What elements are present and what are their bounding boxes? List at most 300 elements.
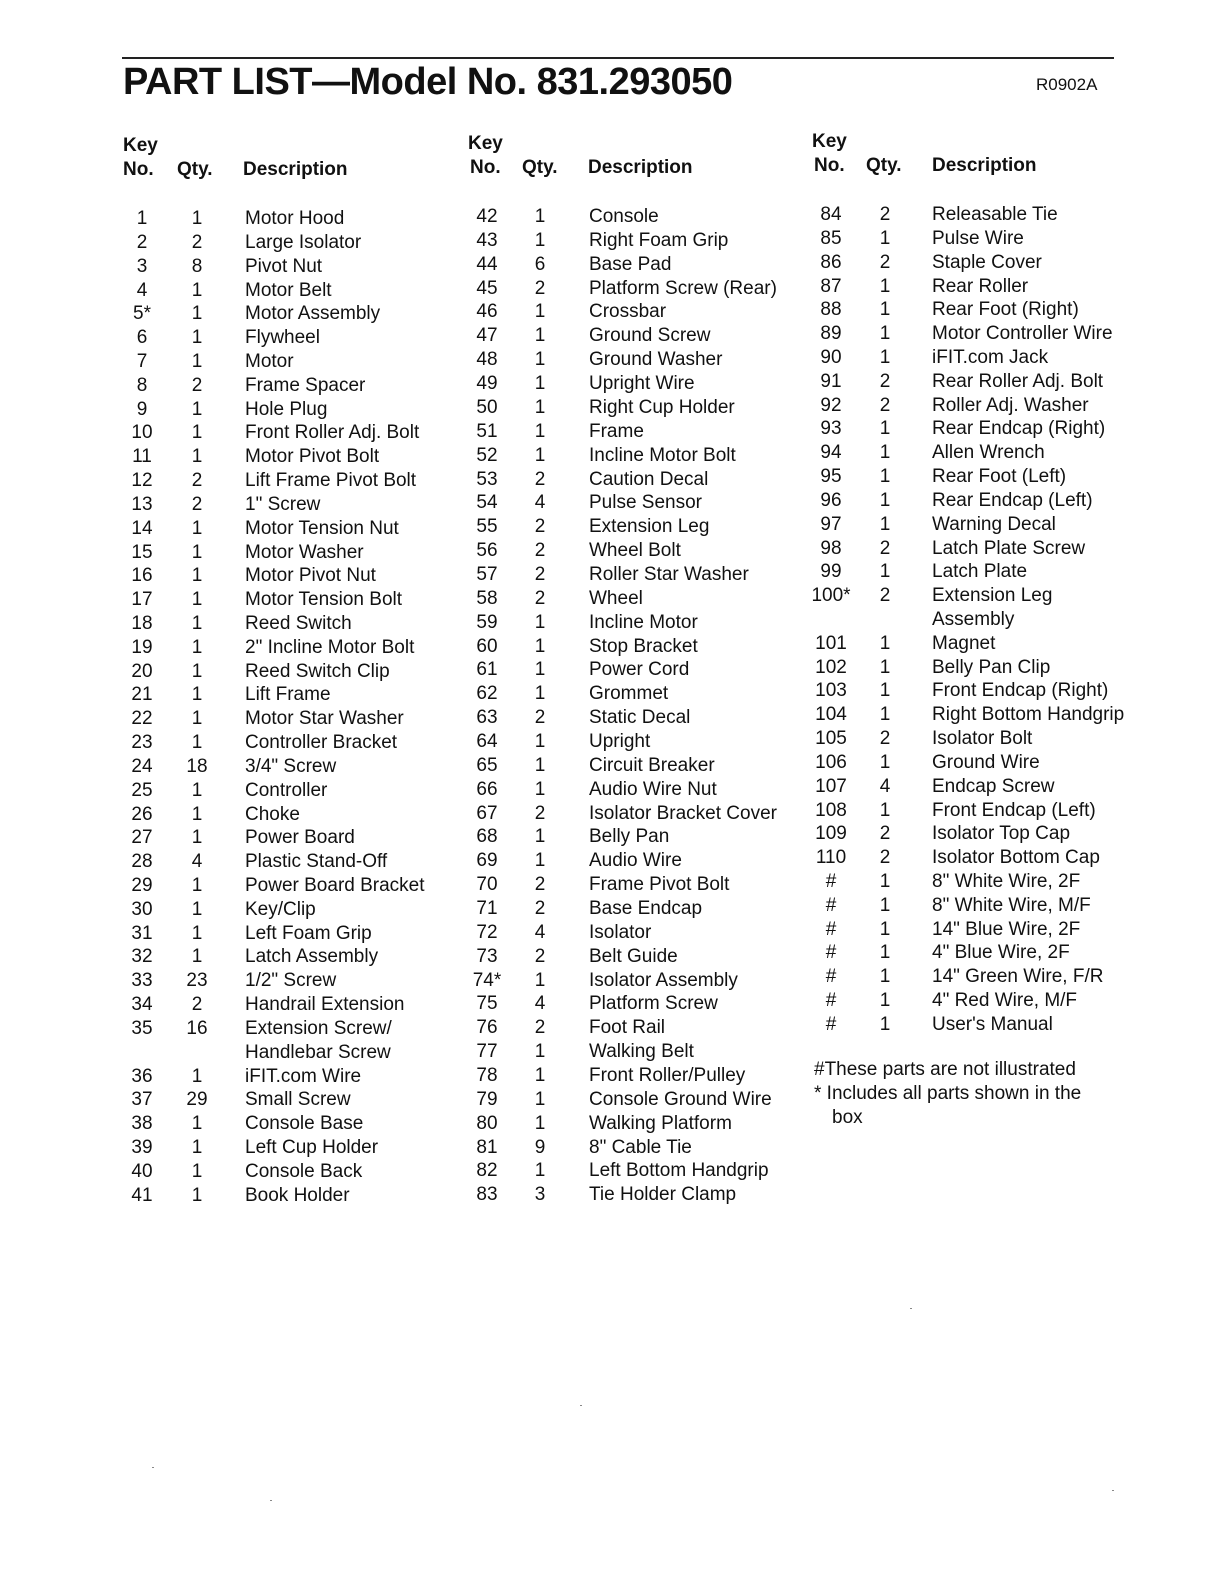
part-description: Extension Leg (932, 585, 1053, 607)
part-description: Rear Endcap (Left) (932, 489, 1093, 511)
part-description: Latch Plate (932, 561, 1028, 583)
key-number: 76 (476, 1017, 498, 1039)
table-row (464, 563, 794, 587)
part-description: Assembly (932, 608, 1015, 630)
key-number: 13 (131, 493, 153, 515)
part-description: Power Cord (589, 659, 690, 681)
part-description: Left Foam Grip (245, 922, 372, 944)
table-row (464, 1040, 794, 1064)
header-no: No. (814, 155, 845, 176)
part-description: Motor Star Washer (245, 708, 404, 730)
part-description: Console Ground Wire (589, 1088, 772, 1110)
quantity: 1 (191, 303, 203, 325)
quantity: 1 (534, 325, 546, 347)
key-number: 100* (811, 585, 851, 607)
table-row (119, 1041, 449, 1065)
key-number: 10 (131, 422, 153, 444)
key-number: 58 (476, 587, 498, 609)
part-description: Latch Plate Screw (932, 537, 1086, 559)
quantity: 1 (191, 565, 203, 587)
table-row (464, 468, 794, 492)
part-description: Plastic Stand-Off (245, 851, 388, 873)
table-row (464, 969, 794, 993)
quantity: 2 (534, 945, 546, 967)
table-row (119, 803, 449, 827)
key-number: # (825, 894, 837, 916)
part-description: Walking Platform (589, 1112, 732, 1134)
part-description: iFIT.com Jack (932, 346, 1049, 368)
quantity: 2 (879, 585, 891, 607)
table-row (808, 394, 1138, 418)
table-row (464, 730, 794, 754)
key-number: 37 (131, 1089, 153, 1111)
part-description: Left Bottom Handgrip (589, 1160, 769, 1182)
table-row (464, 1112, 794, 1136)
key-number: 93 (820, 418, 842, 440)
table-row (464, 658, 794, 682)
scan-speck (1112, 1490, 1114, 1491)
quantity: 1 (534, 1112, 546, 1134)
table-row (119, 731, 449, 755)
key-number: 78 (476, 1065, 498, 1086)
key-number: 25 (131, 779, 153, 801)
part-description: Right Foam Grip (589, 229, 729, 251)
key-number: 69 (476, 850, 498, 872)
key-number: 61 (476, 659, 498, 681)
part-description: Lift Frame (245, 684, 331, 706)
key-number: 63 (476, 707, 498, 729)
quantity: 2 (879, 204, 891, 225)
key-number: 12 (131, 470, 153, 491)
key-number: 19 (131, 636, 153, 658)
key-number: 97 (820, 513, 842, 535)
quantity: 1 (534, 1041, 546, 1063)
key-number: 57 (476, 563, 498, 585)
quantity: 1 (191, 922, 203, 944)
part-description: 4" Red Wire, M/F (932, 990, 1078, 1012)
part-description: Stop Bracket (589, 635, 698, 657)
part-description: Motor Belt (245, 279, 332, 301)
table-row (119, 993, 449, 1017)
key-number: 94 (820, 442, 842, 464)
quantity: 2 (534, 587, 546, 609)
table-row (119, 874, 449, 898)
table-row (464, 802, 794, 826)
part-description: Console (589, 206, 659, 227)
table-row (464, 635, 794, 659)
key-number: 110 (815, 847, 847, 869)
table-row (808, 751, 1138, 775)
quantity: 1 (534, 420, 546, 442)
part-description: Left Cup Holder (245, 1137, 379, 1158)
table-row (464, 277, 794, 301)
table-row (464, 420, 794, 444)
footnote-asterisk-cont: box (832, 1107, 863, 1128)
key-number: 87 (820, 275, 842, 297)
table-row (119, 493, 449, 517)
table-row (808, 775, 1138, 799)
table-row (464, 253, 794, 277)
scan-speck (270, 1500, 272, 1501)
quantity: 1 (879, 346, 891, 368)
key-number: 71 (476, 897, 498, 919)
key-number: 44 (476, 253, 498, 275)
table-row (119, 1088, 449, 1112)
table-row (464, 229, 794, 253)
quantity: 2 (191, 493, 203, 515)
quantity: 1 (534, 373, 546, 394)
part-description: Front Roller/Pulley (589, 1065, 746, 1086)
table-row (119, 326, 449, 350)
quantity: 1 (879, 656, 891, 678)
part-description: Belly Pan (589, 826, 670, 848)
key-number: 72 (476, 921, 498, 943)
table-row (464, 396, 794, 420)
table-row (119, 588, 449, 612)
part-description: Front Endcap (Right) (932, 680, 1109, 702)
part-description: Base Endcap (589, 897, 703, 919)
key-number: 43 (476, 229, 498, 251)
quantity: 4 (534, 921, 546, 943)
part-description: Ground Wire (932, 751, 1040, 773)
quantity: 1 (879, 489, 891, 511)
key-number: 102 (815, 656, 847, 678)
part-description: Power Board (245, 827, 355, 849)
part-description: Platform Screw (Rear) (589, 277, 777, 299)
page-title: PART LIST—Model No. 831.293050 (123, 61, 733, 103)
table-row (464, 873, 794, 897)
table-row (464, 491, 794, 515)
table-row (808, 608, 1138, 632)
quantity: 2 (191, 231, 203, 253)
part-description: Front Endcap (Left) (932, 799, 1096, 821)
part-description: Reed Switch Clip (245, 660, 390, 682)
quantity: 1 (534, 850, 546, 872)
quantity: 1 (534, 730, 546, 752)
table-row (464, 992, 794, 1016)
key-number: 92 (820, 394, 842, 416)
quantity: 3 (534, 1184, 546, 1206)
table-row (119, 1184, 449, 1208)
part-description: Flywheel (245, 327, 320, 349)
key-number: 30 (131, 898, 153, 920)
key-number: 96 (820, 489, 842, 511)
key-number: 20 (131, 660, 153, 682)
part-description: Walking Belt (589, 1041, 694, 1063)
part-description: Motor Tension Bolt (245, 589, 403, 611)
key-number: 40 (131, 1160, 153, 1182)
part-description: Extension Screw/ (245, 1017, 392, 1039)
table-row (119, 826, 449, 850)
quantity: 1 (191, 708, 203, 730)
part-description: Rear Roller Adj. Bolt (932, 370, 1104, 392)
scan-speck (152, 1467, 154, 1468)
quantity: 2 (534, 897, 546, 919)
quantity: 1 (191, 279, 203, 301)
table-row (808, 941, 1138, 965)
part-description: Platform Screw (589, 993, 718, 1015)
key-number: 34 (131, 994, 153, 1016)
quantity: 1 (534, 635, 546, 657)
key-number: 6 (136, 327, 148, 349)
quantity: 1 (191, 398, 203, 420)
part-description: Upright Wire (589, 373, 695, 394)
quantity: 1 (879, 990, 891, 1012)
quantity: 1 (879, 466, 891, 487)
part-description: Circuit Breaker (589, 754, 715, 776)
key-number: 88 (820, 299, 842, 321)
part-description: Motor Tension Nut (245, 517, 399, 539)
table-row (464, 372, 794, 396)
part-description: Roller Star Washer (589, 563, 749, 585)
quantity: 1 (534, 396, 546, 418)
table-row (464, 1088, 794, 1112)
key-number: 82 (476, 1160, 498, 1182)
key-number: 18 (131, 612, 153, 634)
quantity: 1 (879, 632, 891, 654)
key-number: 41 (131, 1184, 153, 1206)
key-number: 31 (131, 922, 153, 944)
quantity: 1 (191, 541, 203, 563)
key-number: # (825, 990, 837, 1012)
key-number: 85 (820, 227, 842, 249)
key-number: 11 (132, 446, 152, 468)
part-description: Tie Holder Clamp (589, 1184, 737, 1206)
key-number: 106 (815, 751, 847, 773)
quantity: 1 (879, 1013, 891, 1035)
part-description: 8" White Wire, M/F (932, 894, 1091, 916)
quantity: 1 (191, 1160, 203, 1182)
quantity: 1 (191, 898, 203, 920)
table-row (464, 205, 794, 229)
quantity: 1 (879, 275, 891, 297)
quantity: 2 (534, 277, 546, 299)
footnote-hash: #These parts are not illustrated (814, 1059, 1076, 1080)
key-number: 55 (476, 516, 498, 538)
quantity: 1 (534, 1160, 546, 1182)
part-description: Releasable Tie (932, 204, 1058, 225)
table-row (808, 251, 1138, 275)
table-row (808, 370, 1138, 394)
part-description: Power Board Bracket (245, 875, 425, 896)
quantity: 16 (186, 1017, 208, 1039)
table-row (808, 489, 1138, 513)
key-number: 22 (131, 708, 153, 730)
part-description: Upright (589, 730, 651, 752)
part-description: Hole Plug (245, 398, 328, 420)
header-key: Key (123, 135, 158, 156)
part-description: Frame Pivot Bolt (589, 874, 730, 896)
key-number: 49 (476, 373, 498, 394)
table-row (464, 515, 794, 539)
table-row (119, 755, 449, 779)
quantity: 1 (879, 323, 891, 345)
key-number: 51 (476, 420, 498, 442)
quantity: 1 (191, 422, 203, 444)
part-description: Controller Bracket (245, 732, 398, 753)
quantity: 1 (534, 229, 546, 251)
quantity: 2 (879, 394, 891, 416)
table-row (808, 203, 1138, 227)
table-row (119, 1136, 449, 1160)
quantity: 2 (191, 374, 203, 396)
key-number: 54 (476, 492, 498, 514)
part-description: 4" Blue Wire, 2F (932, 942, 1070, 964)
quantity: 1 (191, 446, 203, 468)
part-description: Crossbar (589, 301, 667, 323)
key-number: 50 (476, 396, 498, 418)
part-description: Extension Leg (589, 516, 710, 538)
key-number: 32 (131, 946, 153, 968)
quantity: 2 (534, 1017, 546, 1039)
key-number: 66 (476, 778, 498, 800)
key-number: 8 (136, 374, 148, 396)
part-description: Isolator Bracket Cover (589, 802, 777, 824)
quantity: 1 (534, 683, 546, 705)
part-description: Endcap Screw (932, 775, 1055, 797)
quantity: 29 (186, 1089, 208, 1111)
table-row (119, 517, 449, 541)
table-row (464, 1183, 794, 1207)
header-qty: Qty. (866, 155, 902, 176)
part-description: Choke (245, 803, 300, 825)
part-description: Warning Decal (932, 513, 1056, 535)
quantity: 2 (879, 370, 891, 392)
table-row (808, 513, 1138, 537)
part-description: Pulse Wire (932, 227, 1024, 249)
table-row (464, 587, 794, 611)
part-description: 2" Incline Motor Bolt (245, 636, 415, 658)
quantity: 2 (534, 468, 546, 490)
table-row (119, 683, 449, 707)
table-row (119, 707, 449, 731)
key-number: 17 (131, 589, 153, 611)
table-row (808, 417, 1138, 441)
key-number: 70 (476, 874, 498, 896)
scan-speck (910, 1308, 912, 1309)
quantity: 1 (879, 942, 891, 964)
table-row (119, 945, 449, 969)
quantity: 1 (534, 206, 546, 227)
key-number: 47 (476, 325, 498, 347)
key-number: 29 (131, 875, 153, 896)
part-description: Controller (245, 779, 328, 801)
key-number: 73 (476, 945, 498, 967)
header-no: No. (470, 157, 501, 178)
quantity: 1 (191, 660, 203, 682)
table-row (808, 537, 1138, 561)
quantity: 1 (534, 611, 546, 633)
key-number: 107 (815, 775, 847, 797)
quantity: 9 (534, 1136, 546, 1158)
table-row (464, 611, 794, 635)
key-number: 86 (820, 251, 842, 273)
table-row (119, 231, 449, 255)
quantity: 1 (879, 966, 891, 988)
part-description: Magnet (932, 632, 996, 654)
part-description: Motor Pivot Bolt (245, 446, 380, 468)
key-number: 99 (820, 561, 842, 583)
key-number: 83 (476, 1184, 498, 1206)
part-description: Motor Washer (245, 541, 364, 563)
part-description: Right Bottom Handgrip (932, 704, 1125, 726)
quantity: 4 (879, 775, 891, 797)
table-row (119, 612, 449, 636)
quantity: 1 (879, 513, 891, 535)
key-number: 46 (476, 301, 498, 323)
quantity: 1 (191, 1113, 203, 1135)
key-number: 74* (472, 969, 502, 991)
part-description: Incline Motor (589, 611, 698, 633)
quantity: 2 (191, 470, 203, 491)
quantity: 2 (534, 540, 546, 561)
quantity: 1 (534, 659, 546, 681)
part-description: Isolator Bottom Cap (932, 847, 1100, 869)
quantity: 1 (879, 704, 891, 726)
part-description: Grommet (589, 683, 669, 705)
quantity: 2 (534, 802, 546, 824)
table-row (119, 564, 449, 588)
part-description: Frame (589, 420, 644, 442)
part-description: Ground Washer (589, 349, 723, 371)
key-number: 3 (136, 255, 148, 277)
header-description: Description (588, 157, 693, 178)
quantity: 2 (879, 847, 891, 869)
quantity: 1 (191, 827, 203, 849)
quantity: 4 (534, 993, 546, 1015)
part-description: Isolator Assembly (589, 969, 738, 991)
key-number: 21 (131, 684, 153, 706)
header-no: No. (123, 159, 154, 180)
header-qty: Qty. (522, 157, 558, 178)
part-description: Audio Wire (589, 850, 682, 872)
table-row (464, 945, 794, 969)
table-row (119, 469, 449, 493)
part-description: Audio Wire Nut (589, 778, 717, 800)
table-row (808, 703, 1138, 727)
quantity: 1 (534, 826, 546, 848)
table-row (808, 870, 1138, 894)
table-row (119, 1112, 449, 1136)
table-row (119, 541, 449, 565)
key-number: 103 (815, 680, 847, 702)
part-description: Right Cup Holder (589, 396, 735, 418)
table-row (808, 560, 1138, 584)
table-row (119, 922, 449, 946)
table-row (464, 682, 794, 706)
part-description: Frame Spacer (245, 374, 366, 396)
key-number: 7 (136, 350, 148, 372)
key-number: 84 (820, 204, 842, 225)
quantity: 2 (879, 251, 891, 273)
quantity: 2 (534, 874, 546, 896)
table-row (119, 398, 449, 422)
table-row (808, 799, 1138, 823)
quantity: 1 (534, 969, 546, 991)
table-row (119, 636, 449, 660)
table-row (119, 660, 449, 684)
table-row (119, 421, 449, 445)
scan-speck (580, 1405, 582, 1406)
part-description: Incline Motor Bolt (589, 444, 736, 466)
quantity: 1 (191, 636, 203, 658)
header-description: Description (243, 159, 348, 180)
part-description: 8" Cable Tie (589, 1136, 692, 1158)
key-number: 101 (815, 632, 847, 654)
part-description: Console Back (245, 1160, 363, 1182)
table-row (808, 227, 1138, 251)
table-row (808, 846, 1138, 870)
